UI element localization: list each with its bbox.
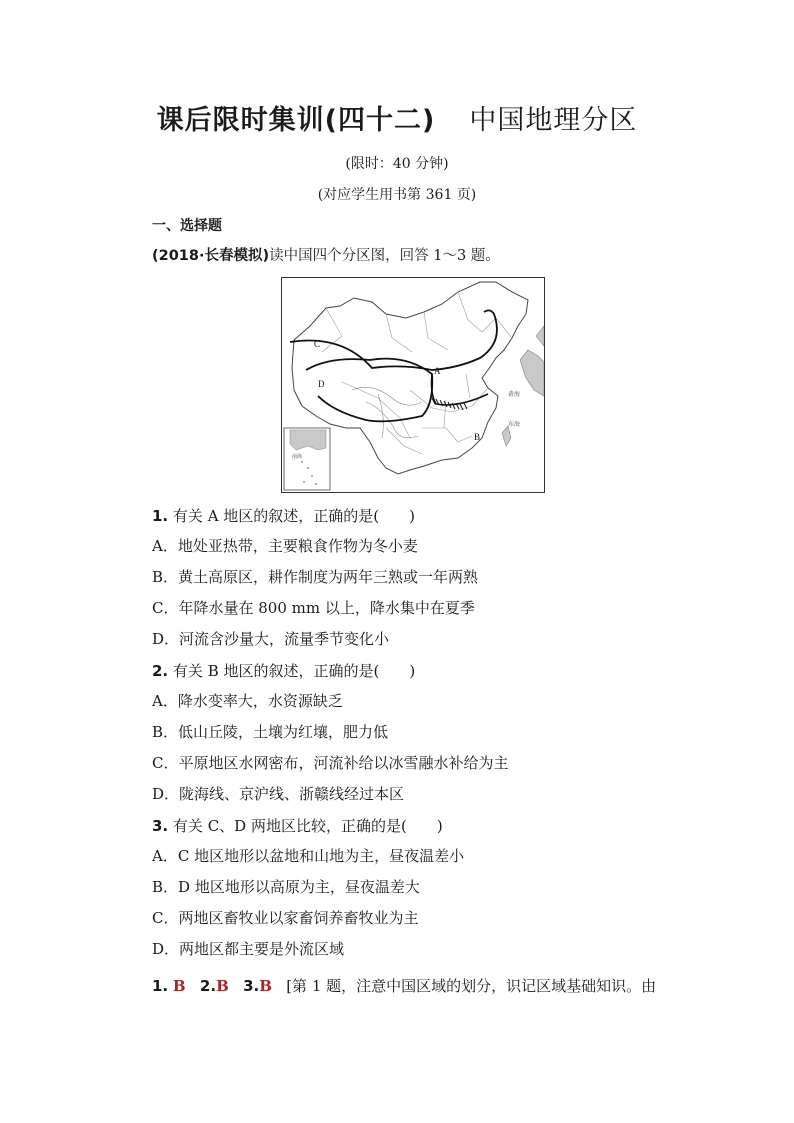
sea-label-nanhai: 南海 (292, 454, 303, 460)
q3-option-d: D．两地区都主要是外流区域 (152, 940, 345, 958)
time-limit: (限时：40 分钟) (345, 156, 449, 172)
answer-1: B (172, 977, 186, 995)
intro-line (152, 244, 500, 265)
q2-option-b: B．低山丘陵，土壤为红壤，肥力低 (152, 723, 389, 741)
section-heading: 一、选择题 (152, 218, 222, 234)
label-a: A (434, 366, 441, 376)
answer-line: 1. B 2.B 3.B [第 1 题，注意中国区域的划分，识记区域基础知识。由 (152, 977, 657, 995)
label-b: B (474, 432, 481, 442)
q1-option-c: C．年降水量在 800 mm 以上，降水集中在夏季 (152, 599, 475, 617)
intro-text: 读中国四个分区图，回答 1～3 题。 (269, 248, 500, 264)
question-1-stem: 有关 A 地区的叙述，正确的是( ) (172, 507, 415, 525)
china-region-map (281, 277, 545, 493)
title-sub: 中国地理分区 (469, 105, 638, 136)
q1-option-b: B．黄土高原区，耕作制度为两年三熟或一年两熟 (152, 568, 479, 586)
title-main: 课后限时集训(四十二) (156, 105, 436, 136)
map-figure (282, 278, 544, 492)
answer-2: B (216, 977, 229, 995)
intro-source: (2018·长春模拟) (152, 248, 270, 264)
answer-3: B (259, 977, 272, 995)
question-1: 1. 有关 A 地区的叙述，正确的是( ) (152, 507, 415, 525)
q3-option-c: C．两地区畜牧业以家畜饲养畜牧业为主 (152, 909, 419, 927)
sea-label-huanghai: 黄海 (508, 391, 521, 398)
q1-option-a: A．地处亚热带，主要粮食作物为冬小麦 (152, 537, 418, 555)
taiwan-island (502, 426, 511, 446)
page-title (0, 98, 794, 137)
question-2: 2. 有关 B 地区的叙述，正确的是( ) (152, 662, 416, 680)
q3-option-b: B．D 地区地形以高原为主，昼夜温差大 (152, 878, 420, 896)
q2-option-d: D．陇海线、京沪线、浙赣线经过本区 (152, 785, 405, 803)
label-d: D (318, 379, 325, 389)
book-reference: (对应学生用书第 361 页) (317, 187, 477, 203)
answer-explanation: [第 1 题，注意中国区域的划分，识记区域基础知识。由 (286, 977, 657, 995)
q3-option-a: A．C 地区地形以盆地和山地为主，昼夜温差小 (152, 847, 465, 865)
japan-landmass (536, 326, 544, 346)
korea-landmass (520, 350, 544, 396)
q2-option-c: C．平原地区水网密布，河流补给以冰雪融水补给为主 (152, 754, 509, 772)
question-3: 3. 有关 C、D 两地区比较，正确的是( ) (152, 817, 443, 835)
label-c: C (314, 339, 321, 349)
sea-label-donghai: 东海 (508, 421, 521, 428)
question-3-stem: 有关 C、D 两地区比较，正确的是( ) (172, 817, 443, 835)
q1-option-d: D．河流含沙量大，流量季节变化小 (152, 630, 390, 648)
question-2-stem: 有关 B 地区的叙述，正确的是( ) (172, 662, 416, 680)
q2-option-a: A．降水变率大，水资源缺乏 (152, 692, 343, 710)
